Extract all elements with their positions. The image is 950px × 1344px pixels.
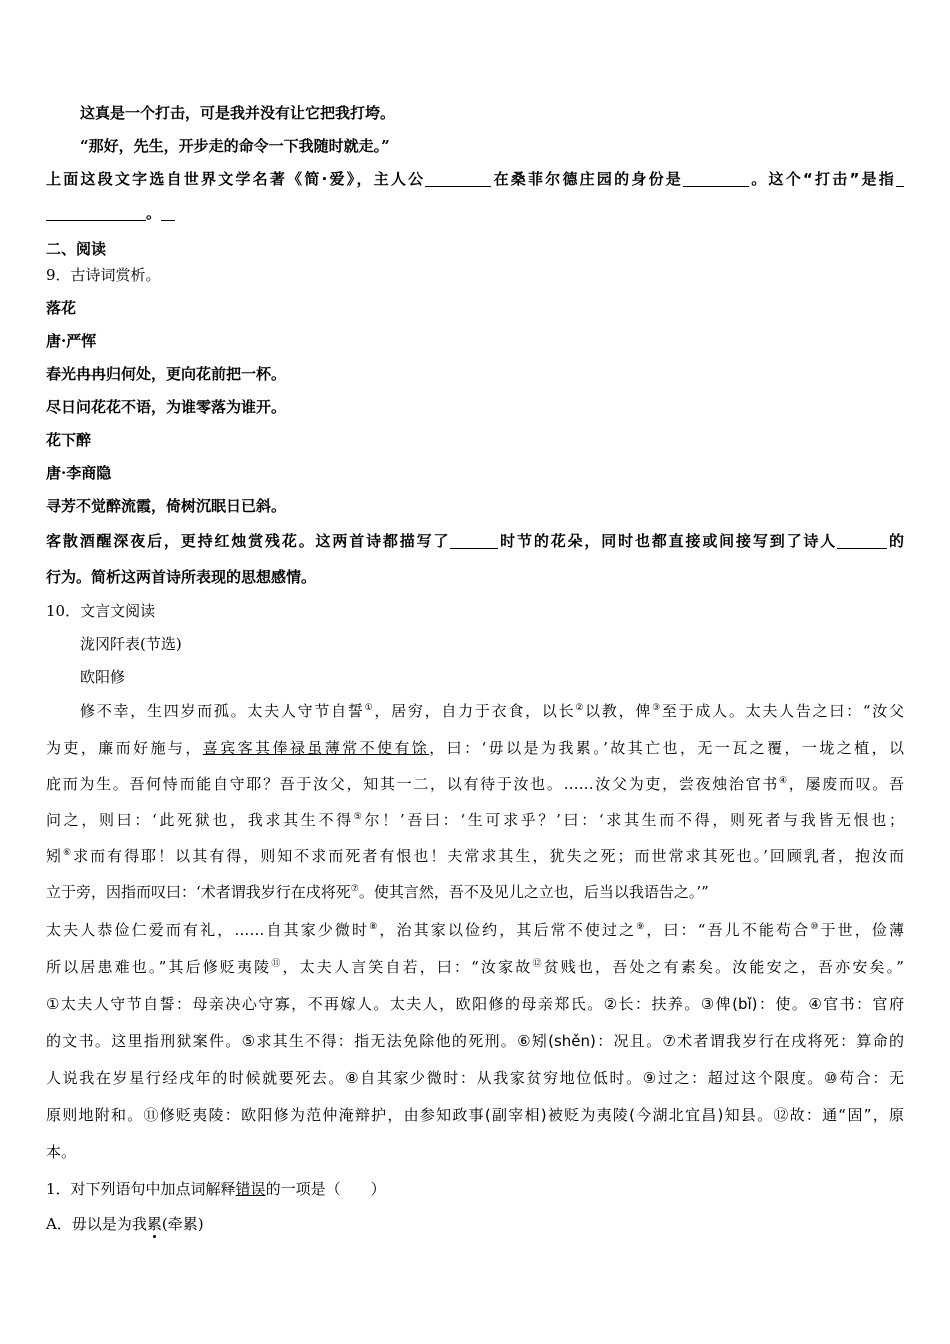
footnote-ref: ⑥	[63, 848, 74, 858]
essay-paragraph-1-line-6: 立于旁，因指而叹曰：‘术者谓我岁行在戌将死⑦。使其言然，吾不及见儿之立也，后当以我语告之。’”	[46, 883, 709, 901]
question-10-heading: 10．文言文阅读	[46, 602, 156, 620]
footnote-ref: ⑧	[369, 922, 380, 932]
essay-author: 欧阳修	[80, 668, 126, 686]
footnote-ref: ⑩	[810, 922, 821, 932]
answer-blank-tail	[161, 204, 175, 221]
answer-blank-identity[interactable]	[683, 170, 749, 187]
answer-blank-start[interactable]	[896, 170, 904, 187]
essay-paragraph-1-line-2: 为吏，廉而好施与，喜宾客其俸禄虽薄常不使有馀，曰：‘毋以是为我累。’故其亡也，无一瓦之覆，一垅之植，以	[46, 739, 904, 757]
note-line-2: 的文书。这里指刑狱案件。⑤求其生不得：指无法免除他的死刑。⑥矧(shěn)：况且。⑦术者谓我岁行在戌将死：算命的	[46, 1032, 904, 1050]
essay-paragraph-1-line-1: 修不幸，生四岁而孤。太夫人守节自誓①，居穷，自力于衣食，以长②以教，俾③至于成人。太夫人告之曰：“汝父	[80, 702, 904, 720]
question-9-text: 客散酒醒深夜后，更持红烛赏残花。这两首诗都描写了 时节的花朵，同时也都直接或间接写到了诗人 的	[46, 532, 904, 550]
note-line-4: 原则地附和。⑪修贬夷陵：欧阳修为范仲淹辩护，由参知政事(副宰相)被贬为夷陵(今湖北宜昌)知县。⑫故：通“固”，原	[46, 1106, 904, 1124]
option-a[interactable]: A．毋以是为我累(牵累)	[46, 1215, 204, 1233]
essay-paragraph-1-line-4: 问之，则曰：‘此死狱也，我求其生不得⑤尔！’吾曰：‘生可求乎？’曰：‘求其生而不得，则死者与我皆无恨也；	[46, 811, 904, 829]
poem-1-line-2: 尽日问花花不语，为谁零落为谁开。	[46, 398, 287, 416]
quote-line-2: “那好，先生，开步走的命令一下我随时就走。”	[80, 137, 390, 155]
essay-paragraph-2-line-2: 所以居患难也。”其后修贬夷陵⑪，太夫人言笑自若，曰：“汝家故⑫贫贱也，吾处之有素矣。汝能安之，吾亦安矣。”	[46, 958, 904, 976]
answer-blank-blow[interactable]	[46, 204, 146, 221]
poem-1-author: 唐·严恽	[46, 332, 97, 350]
poem-1-line-1: 春光冉冉归何处，更向花前把一杯。	[46, 365, 287, 383]
note-line-3: 人说我在岁星行经戌年的时候就要死去。⑧自其家少微时：从我家贫穷地位低时。⑨过之：超过这个限度。⑩苟合：无	[46, 1069, 904, 1087]
footnote-ref: ⑪	[271, 959, 283, 969]
footnote-ref: ①	[364, 703, 375, 713]
question-8-text-cont: 。	[46, 203, 175, 223]
poem-1-title: 落花	[46, 299, 77, 317]
poem-2-title: 花下醉	[46, 431, 92, 449]
essay-title: 泷冈阡表(节选)	[80, 635, 182, 653]
footnote-ref: ⑫	[532, 959, 544, 969]
essay-paragraph-1-line-5: 矧⑥求而有得耶！以其有得，则知不求而死者有恨也！夫常求其生，犹失之死；而世常求其死也。’回顾乳者，抱汝而	[46, 847, 904, 865]
answer-blank-behavior[interactable]	[837, 532, 887, 549]
essay-paragraph-2-line-1: 太夫人恭俭仁爱而有礼，……自其家少微时⑧，治其家以俭约，其后常不使过之⑨，曰：“吾儿不能苟合⑩于世，俭薄	[46, 921, 905, 939]
question-9-heading: 9．古诗词赏析。	[46, 266, 161, 284]
note-line-5: 本。	[46, 1143, 77, 1161]
note-line-1: ①太夫人守节自誓：母亲决心守寡，不再嫁人。太夫人，欧阳修的母亲郑氏。②长：扶养。③俾(bǐ)：使。④官书：官府	[46, 995, 904, 1013]
question-8-text: 上面这段文字选自世界文学名著《简·爱》，主人公 在桑菲尔德庄园的身份是 。这个“打击”是指	[46, 169, 904, 189]
emphasis-dot-word: 累	[146, 1215, 162, 1233]
section-title: 二、阅读	[46, 240, 107, 258]
answer-blank-season[interactable]	[450, 532, 498, 549]
underlined-sentence: 喜宾客其俸禄虽薄常不使有馀	[202, 739, 430, 757]
answer-blank-protagonist[interactable]	[425, 170, 491, 187]
footnote-ref: ④	[779, 776, 789, 786]
poem-2-line-1: 寻芳不觉醉流霞，倚树沉眠日已斜。	[46, 497, 287, 515]
footnote-ref: ⑨	[636, 922, 647, 932]
quote-line-1: 这真是一个打击，可是我并没有让它把我打垮。	[80, 104, 396, 122]
sub-question-1: 1．对下列语句中加点词解释错误的一项是（ ）	[46, 1180, 386, 1198]
question-9-text-cont: 行为。简析这两首诗所表现的思想感情。	[46, 568, 317, 586]
footnote-ref: ⑤	[353, 812, 365, 822]
footnote-ref: ③	[652, 703, 662, 713]
footnote-ref: ②	[575, 703, 586, 713]
essay-paragraph-1-line-3: 庇而为生。吾何恃而能自守耶？吾于汝父，知其一二，以有待于汝也。……汝父为吏，尝夜烛治官书④，屡废而叹。吾	[46, 775, 904, 793]
poem-2-author: 唐·李商隐	[46, 464, 112, 482]
footnote-ref: ⑦	[350, 884, 359, 894]
